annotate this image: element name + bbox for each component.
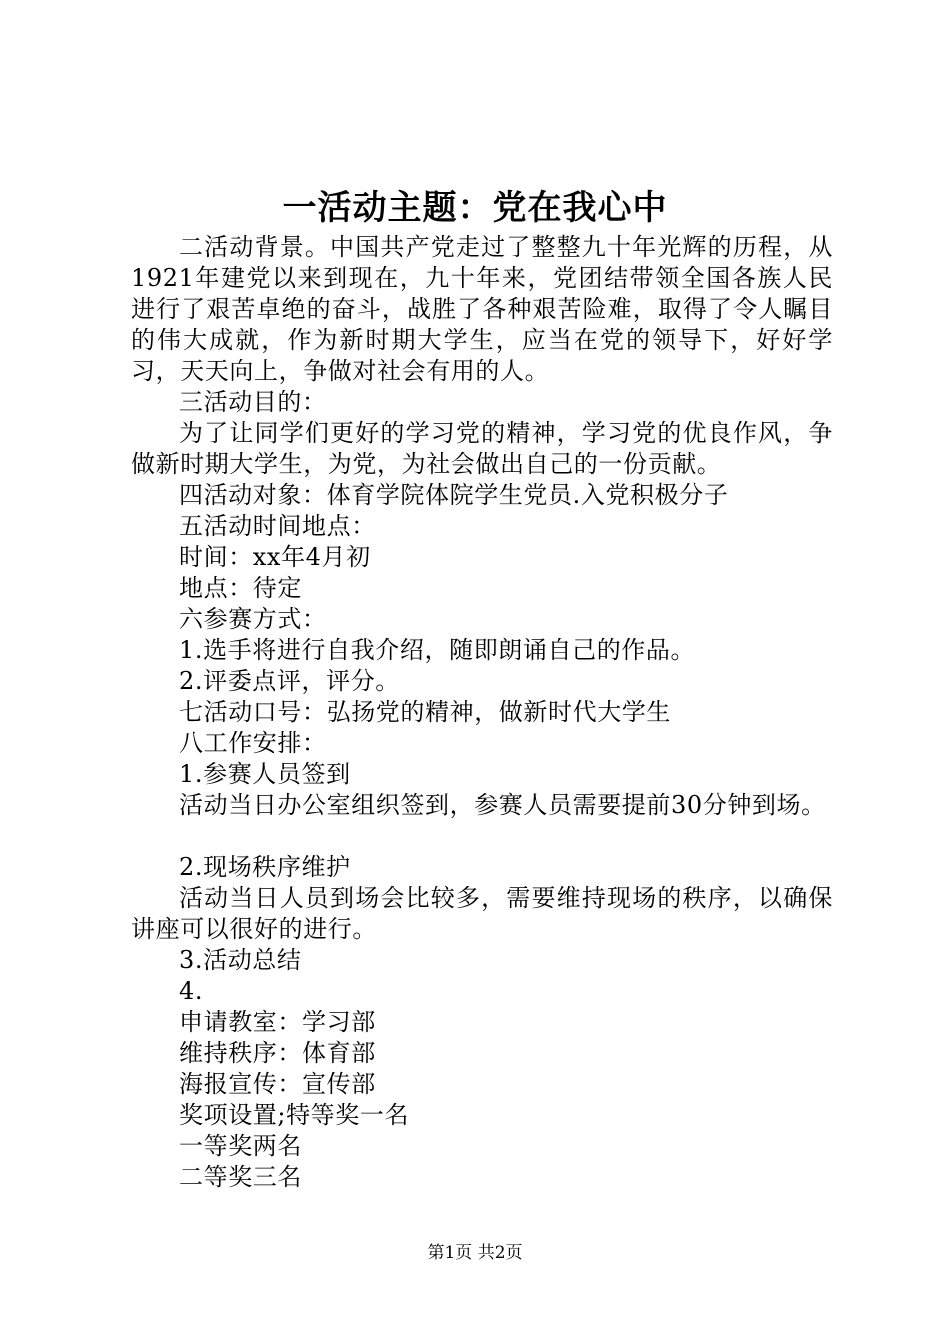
paragraph-place: 地点：待定 [179,574,302,602]
paragraph-format-1: 1.选手将进行自我介绍，随即朗诵自己的作品。 [179,636,696,664]
paragraph-audience: 四活动对象：体育学院体院学生党员.入党积极分子 [179,481,729,509]
paragraph-work-2: 2.现场秩序维护 [179,853,351,881]
paragraph-format-heading: 六参赛方式： [179,605,327,633]
paragraph-second-prize: 二等奖三名 [179,1163,302,1191]
paragraph-work-3: 3.活动总结 [179,946,302,974]
paragraph-classroom: 申请教室：学习部 [179,1008,376,1036]
paragraph-slogan: 七活动口号：弘扬党的精神，做新时代大学生 [179,698,671,726]
paragraph-purpose-heading: 三活动目的： [179,388,327,416]
paragraph-first-prize: 一等奖两名 [179,1132,302,1160]
paragraph-background: 二活动背景。中国共产党走过了整整九十年光辉的历程，从1921年建党以来到现在，九十年来，党团结带领全国各族人民进行了艰苦卓绝的奋斗，战胜了各种艰苦险难，取得了令人瞩目的伟大成就，作为新时期大学生，应当在党的领导下，好好学习，天天向上，争做对社会有用的人。 [131,233,833,385]
paragraph-poster: 海报宣传：宣传部 [179,1070,376,1098]
page-footer: 第1页 共2页 [427,1243,523,1263]
paragraph-order: 维持秩序：体育部 [179,1039,376,1067]
paragraph-format-2: 2.评委点评，评分。 [179,667,400,695]
document-title: 一活动主题：党在我心中 [282,188,668,228]
blank-line [131,821,833,852]
paragraph-work-1-detail: 活动当日办公室组织签到，参赛人员需要提前30分钟到场。 [179,791,826,819]
paragraph-time-place-heading: 五活动时间地点： [179,512,376,540]
paragraph-work-4: 4. [179,977,204,1005]
paragraph-time: 时间：xx年4月初 [179,543,371,571]
document-body [131,232,833,1193]
paragraph-purpose: 为了让同学们更好的学习党的精神，学习党的优良作风，争做新时期大学生，为党，为社会做出自己的一份贡献。 [131,419,833,478]
paragraph-awards: 奖项设置;特等奖一名 [179,1101,410,1129]
paragraph-work-2-detail: 活动当日人员到场会比较多，需要维持现场的秩序，以确保讲座可以很好的进行。 [131,884,833,943]
paragraph-work-1: 1.参赛人员签到 [179,760,351,788]
paragraph-work-heading: 八工作安排： [179,729,327,757]
